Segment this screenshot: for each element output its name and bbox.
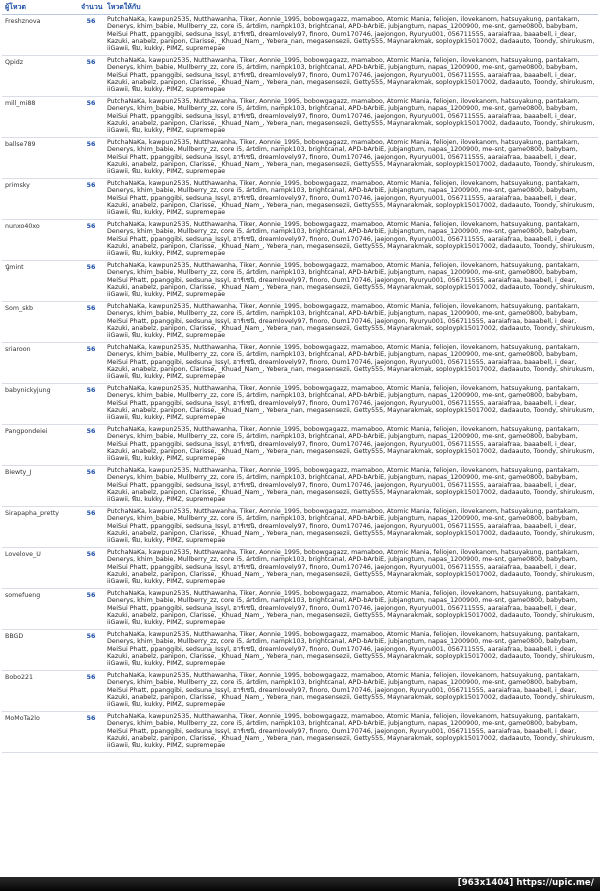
voter-name: mill_mi88	[2, 97, 78, 138]
voter-name: nunxo40xo	[2, 220, 78, 261]
voted-for-list: PutchaNaKa, kawpun2535, Nutthawanha, Tiker, Aonnie_1995, bobowgagazz, mamaboo, Atomic Mania, feliojen, ilovekanom, hatsuyakung, pantakarn, Denerys, khim_babie, Mullberry_zz, core i5, ártdim, nampk103, brightcanal, APD-bArbiE, jubjangtum, napas_1200900, me-snt, game0800, babybam, MeiSui Phatt, ppanggibi, sedsuna_Issyl, อาร์เชนิ, dreamlovely97, finoro, Oum170746, jaejongon, Ryuryu001, 056711555, aaraiafraa, baaabell, i_dear, Kazuki, anabelz, panipon, Clarisse, _Khuad_Nam_, Yebera_nan, megasensezii, Getty555, Maynarakmak, soploypk15017002, dadaauto, Toondy, shirukusm, iiGawii, พีม, kukky, PIMZ, supremepae	[104, 507, 598, 548]
voted-for-list: PutchaNaKa, kawpun2535, Nutthawanha, Tiker, Aonnie_1995, bobowgagazz, mamaboo, Atomic Mania, feliojen, ilovekanom, hatsuyakung, pantakarn, Denerys, khim_babie, Mullberry_zz, core i5, ártdim, nampk103, brightcanal, APD-bArbiE, jubjangtum, napas_1200900, me-snt, game0800, babybam, MeiSui Phatt, ppanggibi, sedsuna_Issyl, อาร์เชนิ, dreamlovely97, finoro, Oum170746, jaejongon, Ryuryu001, 056711555, aaraiafraa, baaabell, i_dear, Kazuki, anabelz, panipon, Clarisse, _Khuad_Nam_, Yebera_nan, megasensezii, Getty555, Maynarakmak, soploypk15017002, dadaauto, Toondy, shirukusm, iiGawii, พีม, kukky, PIMZ, supremepae	[104, 343, 598, 384]
voter-name: primsky	[2, 179, 78, 220]
header-voted-for: โหวตให้กับ	[104, 0, 598, 15]
voter-name: Sirapapha_pretty	[2, 507, 78, 548]
vote-count: 56	[78, 507, 104, 548]
table-row	[2, 589, 598, 630]
table-row	[2, 507, 598, 548]
vote-count: 56	[78, 589, 104, 630]
image-host-footer	[0, 877, 600, 891]
table-row	[2, 671, 598, 712]
vote-count: 56	[78, 425, 104, 466]
table-header-row	[2, 0, 598, 15]
table-row	[2, 343, 598, 384]
vote-count: 56	[78, 179, 104, 220]
table-row	[2, 179, 598, 220]
table-row	[2, 261, 598, 302]
table-row	[2, 15, 598, 56]
table-row	[2, 384, 598, 425]
watermark-text: [963x1404] https://upic.me/	[457, 878, 594, 888]
table-row	[2, 548, 598, 589]
voter-name: Som_skb	[2, 302, 78, 343]
vote-count: 56	[78, 630, 104, 671]
voter-name: sriaroon	[2, 343, 78, 384]
table-row	[2, 302, 598, 343]
voter-name: นู๋mint	[2, 261, 78, 302]
table-row	[2, 138, 598, 179]
voted-for-list: PutchaNaKa, kawpun2535, Nutthawanha, Tiker, Aonnie_1995, bobowgagazz, mamaboo, Atomic Mania, feliojen, ilovekanom, hatsuyakung, pantakarn, Denerys, khim_babie, Mullberry_zz, core i5, ártdim, nampk103, brightcanal, APD-bArbiE, jubjangtum, napas_1200900, me-snt, game0800, babybam, MeiSui Phatt, ppanggibi, sedsuna_Issyl, อาร์เชนิ, dreamlovely97, finoro, Oum170746, jaejongon, Ryuryu001, 056711555, aaraiafraa, baaabell, i_dear, Kazuki, anabelz, panipon, Clarisse, _Khuad_Nam_, Yebera_nan, megasensezii, Getty555, Maynarakmak, soploypk15017002, dadaauto, Toondy, shirukusm, iiGawii, พีม, kukky, PIMZ, supremepae	[104, 589, 598, 630]
vote-count: 56	[78, 384, 104, 425]
table-row	[2, 97, 598, 138]
voter-name: Pangpondeiei	[2, 425, 78, 466]
voter-name: Freshznova	[2, 15, 78, 56]
voted-for-list: PutchaNaKa, kawpun2535, Nutthawanha, Tiker, Aonnie_1995, bobowgagazz, mamaboo, Atomic Mania, feliojen, ilovekanom, hatsuyakung, pantakarn, Denerys, khim_babie, Mullberry_zz, core i5, ártdim, nampk103, brightcanal, APD-bArbiE, jubjangtum, napas_1200900, me-snt, game0800, babybam, MeiSui Phatt, ppanggibi, sedsuna_Issyl, อาร์เชนิ, dreamlovely97, finoro, Oum170746, jaejongon, Ryuryu001, 056711555, aaraiafraa, baaabell, i_dear, Kazuki, anabelz, panipon, Clarisse, _Khuad_Nam_, Yebera_nan, megasensezii, Getty555, Maynarakmak, soploypk15017002, dadaauto, Toondy, shirukusm, iiGawii, พีม, kukky, PIMZ, supremepae	[104, 15, 598, 56]
vote-count: 56	[78, 466, 104, 507]
table-row	[2, 56, 598, 97]
table-row	[2, 466, 598, 507]
vote-count: 56	[78, 343, 104, 384]
vote-count: 56	[78, 220, 104, 261]
voted-for-list: PutchaNaKa, kawpun2535, Nutthawanha, Tiker, Aonnie_1995, bobowgagazz, mamaboo, Atomic Mania, feliojen, ilovekanom, hatsuyakung, pantakarn, Denerys, khim_babie, Mullberry_zz, core i5, ártdim, nampk103, brightcanal, APD-bArbiE, jubjangtum, napas_1200900, me-snt, game0800, babybam, MeiSui Phatt, ppanggibi, sedsuna_Issyl, อาร์เชนิ, dreamlovely97, finoro, Oum170746, jaejongon, Ryuryu001, 056711555, aaraiafraa, baaabell, i_dear, Kazuki, anabelz, panipon, Clarisse, _Khuad_Nam_, Yebera_nan, megasensezii, Getty555, Maynarakmak, soploypk15017002, dadaauto, Toondy, shirukusm, iiGawii, พีม, kukky, PIMZ, supremepae	[104, 179, 598, 220]
voted-for-list: PutchaNaKa, kawpun2535, Nutthawanha, Tiker, Aonnie_1995, bobowgagazz, mamaboo, Atomic Mania, feliojen, ilovekanom, hatsuyakung, pantakarn, Denerys, khim_babie, Mullberry_zz, core i5, ártdim, nampk103, brightcanal, APD-bArbiE, jubjangtum, napas_1200900, me-snt, game0800, babybam, MeiSui Phatt, ppanggibi, sedsuna_Issyl, อาร์เชนิ, dreamlovely97, finoro, Oum170746, jaejongon, Ryuryu001, 056711555, aaraiafraa, baaabell, i_dear, Kazuki, anabelz, panipon, Clarisse, _Khuad_Nam_, Yebera_nan, megasensezii, Getty555, Maynarakmak, soploypk15017002, dadaauto, Toondy, shirukusm, iiGawii, พีม, kukky, PIMZ, supremepae	[104, 466, 598, 507]
voted-for-list: PutchaNaKa, kawpun2535, Nutthawanha, Tiker, Aonnie_1995, bobowgagazz, mamaboo, Atomic Mania, feliojen, ilovekanom, hatsuyakung, pantakarn, Denerys, khim_babie, Mullberry_zz, core i5, ártdim, nampk103, brightcanal, APD-bArbiE, jubjangtum, napas_1200900, me-snt, game0800, babybam, MeiSui Phatt, ppanggibi, sedsuna_Issyl, อาร์เชนิ, dreamlovely97, finoro, Oum170746, jaejongon, Ryuryu001, 056711555, aaraiafraa, baaabell, i_dear, Kazuki, anabelz, panipon, Clarisse, _Khuad_Nam_, Yebera_nan, megasensezii, Getty555, Maynarakmak, soploypk15017002, dadaauto, Toondy, shirukusm, iiGawii, พีม, kukky, PIMZ, supremepae	[104, 425, 598, 466]
vote-count: 56	[78, 261, 104, 302]
voted-for-list: PutchaNaKa, kawpun2535, Nutthawanha, Tiker, Aonnie_1995, bobowgagazz, mamaboo, Atomic Mania, feliojen, ilovekanom, hatsuyakung, pantakarn, Denerys, khim_babie, Mullberry_zz, core i5, ártdim, nampk103, brightcanal, APD-bArbiE, jubjangtum, napas_1200900, me-snt, game0800, babybam, MeiSui Phatt, ppanggibi, sedsuna_Issyl, อาร์เชนิ, dreamlovely97, finoro, Oum170746, jaejongon, Ryuryu001, 056711555, aaraiafraa, baaabell, i_dear, Kazuki, anabelz, panipon, Clarisse, _Khuad_Nam_, Yebera_nan, megasensezii, Getty555, Maynarakmak, soploypk15017002, dadaauto, Toondy, shirukusm, iiGawii, พีม, kukky, PIMZ, supremepae	[104, 138, 598, 179]
voter-name: Qpidz	[2, 56, 78, 97]
voter-name: Lovelove_U	[2, 548, 78, 589]
vote-results-table	[2, 0, 598, 753]
vote-count: 56	[78, 548, 104, 589]
voted-for-list: PutchaNaKa, kawpun2535, Nutthawanha, Tiker, Aonnie_1995, bobowgagazz, mamaboo, Atomic Mania, feliojen, ilovekanom, hatsuyakung, pantakarn, Denerys, khim_babie, Mullberry_zz, core i5, ártdim, nampk103, brightcanal, APD-bArbiE, jubjangtum, napas_1200900, me-snt, game0800, babybam, MeiSui Phatt, ppanggibi, sedsuna_Issyl, อาร์เชนิ, dreamlovely97, finoro, Oum170746, jaejongon, Ryuryu001, 056711555, aaraiafraa, baaabell, i_dear, Kazuki, anabelz, panipon, Clarisse, _Khuad_Nam_, Yebera_nan, megasensezii, Getty555, Maynarakmak, soploypk15017002, dadaauto, Toondy, shirukusm, iiGawii, พีม, kukky, PIMZ, supremepae	[104, 56, 598, 97]
header-count: จำนวน	[78, 0, 104, 15]
voter-name: Biewty_J	[2, 466, 78, 507]
table-row	[2, 712, 598, 753]
voted-for-list: PutchaNaKa, kawpun2535, Nutthawanha, Tiker, Aonnie_1995, bobowgagazz, mamaboo, Atomic Mania, feliojen, ilovekanom, hatsuyakung, pantakarn, Denerys, khim_babie, Mullberry_zz, core i5, ártdim, nampk103, brightcanal, APD-bArbiE, jubjangtum, napas_1200900, me-snt, game0800, babybam, MeiSui Phatt, ppanggibi, sedsuna_Issyl, อาร์เชนิ, dreamlovely97, finoro, Oum170746, jaejongon, Ryuryu001, 056711555, aaraiafraa, baaabell, i_dear, Kazuki, anabelz, panipon, Clarisse, _Khuad_Nam_, Yebera_nan, megasensezii, Getty555, Maynarakmak, soploypk15017002, dadaauto, Toondy, shirukusm, iiGawii, พีม, kukky, PIMZ, supremepae	[104, 671, 598, 712]
table-row	[2, 220, 598, 261]
table-row	[2, 630, 598, 671]
voted-for-list: PutchaNaKa, kawpun2535, Nutthawanha, Tiker, Aonnie_1995, bobowgagazz, mamaboo, Atomic Mania, feliojen, ilovekanom, hatsuyakung, pantakarn, Denerys, khim_babie, Mullberry_zz, core i5, ártdim, nampk103, brightcanal, APD-bArbiE, jubjangtum, napas_1200900, me-snt, game0800, babybam, MeiSui Phatt, ppanggibi, sedsuna_Issyl, อาร์เชนิ, dreamlovely97, finoro, Oum170746, jaejongon, Ryuryu001, 056711555, aaraiafraa, baaabell, i_dear, Kazuki, anabelz, panipon, Clarisse, _Khuad_Nam_, Yebera_nan, megasensezii, Getty555, Maynarakmak, soploypk15017002, dadaauto, Toondy, shirukusm, iiGawii, พีม, kukky, PIMZ, supremepae	[104, 384, 598, 425]
vote-count: 56	[78, 671, 104, 712]
voter-name: Bobo221	[2, 671, 78, 712]
voted-for-list: PutchaNaKa, kawpun2535, Nutthawanha, Tiker, Aonnie_1995, bobowgagazz, mamaboo, Atomic Mania, feliojen, ilovekanom, hatsuyakung, pantakarn, Denerys, khim_babie, Mullberry_zz, core i5, ártdim, nampk103, brightcanal, APD-bArbiE, jubjangtum, napas_1200900, me-snt, game0800, babybam, MeiSui Phatt, ppanggibi, sedsuna_Issyl, อาร์เชนิ, dreamlovely97, finoro, Oum170746, jaejongon, Ryuryu001, 056711555, aaraiafraa, baaabell, i_dear, Kazuki, anabelz, panipon, Clarisse, _Khuad_Nam_, Yebera_nan, megasensezii, Getty555, Maynarakmak, soploypk15017002, dadaauto, Toondy, shirukusm, iiGawii, พีม, kukky, PIMZ, supremepae	[104, 302, 598, 343]
vote-count: 56	[78, 56, 104, 97]
voted-for-list: PutchaNaKa, kawpun2535, Nutthawanha, Tiker, Aonnie_1995, bobowgagazz, mamaboo, Atomic Mania, feliojen, ilovekanom, hatsuyakung, pantakarn, Denerys, khim_babie, Mullberry_zz, core i5, ártdim, nampk103, brightcanal, APD-bArbiE, jubjangtum, napas_1200900, me-snt, game0800, babybam, MeiSui Phatt, ppanggibi, sedsuna_Issyl, อาร์เชนิ, dreamlovely97, finoro, Oum170746, jaejongon, Ryuryu001, 056711555, aaraiafraa, baaabell, i_dear, Kazuki, anabelz, panipon, Clarisse, _Khuad_Nam_, Yebera_nan, megasensezii, Getty555, Maynarakmak, soploypk15017002, dadaauto, Toondy, shirukusm, iiGawii, พีม, kukky, PIMZ, supremepae	[104, 548, 598, 589]
voter-name: babynickyjung	[2, 384, 78, 425]
table-row	[2, 425, 598, 466]
vote-count: 56	[78, 15, 104, 56]
voted-for-list: PutchaNaKa, kawpun2535, Nutthawanha, Tiker, Aonnie_1995, bobowgagazz, mamaboo, Atomic Mania, feliojen, ilovekanom, hatsuyakung, pantakarn, Denerys, khim_babie, Mullberry_zz, core i5, ártdim, nampk103, brightcanal, APD-bArbiE, jubjangtum, napas_1200900, me-snt, game0800, babybam, MeiSui Phatt, ppanggibi, sedsuna_Issyl, อาร์เชนิ, dreamlovely97, finoro, Oum170746, jaejongon, Ryuryu001, 056711555, aaraiafraa, baaabell, i_dear, Kazuki, anabelz, panipon, Clarisse, _Khuad_Nam_, Yebera_nan, megasensezii, Getty555, Maynarakmak, soploypk15017002, dadaauto, Toondy, shirukusm, iiGawii, พีม, kukky, PIMZ, supremepae	[104, 220, 598, 261]
vote-count: 56	[78, 712, 104, 753]
voted-for-list: PutchaNaKa, kawpun2535, Nutthawanha, Tiker, Aonnie_1995, bobowgagazz, mamaboo, Atomic Mania, feliojen, ilovekanom, hatsuyakung, pantakarn, Denerys, khim_babie, Mullberry_zz, core i5, ártdim, nampk103, brightcanal, APD-bArbiE, jubjangtum, napas_1200900, me-snt, game0800, babybam, MeiSui Phatt, ppanggibi, sedsuna_Issyl, อาร์เชนิ, dreamlovely97, finoro, Oum170746, jaejongon, Ryuryu001, 056711555, aaraiafraa, baaabell, i_dear, Kazuki, anabelz, panipon, Clarisse, _Khuad_Nam_, Yebera_nan, megasensezii, Getty555, Maynarakmak, soploypk15017002, dadaauto, Toondy, shirukusm, iiGawii, พีม, kukky, PIMZ, supremepae	[104, 712, 598, 753]
vote-count: 56	[78, 138, 104, 179]
vote-count: 56	[78, 97, 104, 138]
voter-name: somefueng	[2, 589, 78, 630]
voted-for-list: PutchaNaKa, kawpun2535, Nutthawanha, Tiker, Aonnie_1995, bobowgagazz, mamaboo, Atomic Mania, feliojen, ilovekanom, hatsuyakung, pantakarn, Denerys, khim_babie, Mullberry_zz, core i5, ártdim, nampk103, brightcanal, APD-bArbiE, jubjangtum, napas_1200900, me-snt, game0800, babybam, MeiSui Phatt, ppanggibi, sedsuna_Issyl, อาร์เชนิ, dreamlovely97, finoro, Oum170746, jaejongon, Ryuryu001, 056711555, aaraiafraa, baaabell, i_dear, Kazuki, anabelz, panipon, Clarisse, _Khuad_Nam_, Yebera_nan, megasensezii, Getty555, Maynarakmak, soploypk15017002, dadaauto, Toondy, shirukusm, iiGawii, พีม, kukky, PIMZ, supremepae	[104, 97, 598, 138]
voted-for-list: PutchaNaKa, kawpun2535, Nutthawanha, Tiker, Aonnie_1995, bobowgagazz, mamaboo, Atomic Mania, feliojen, ilovekanom, hatsuyakung, pantakarn, Denerys, khim_babie, Mullberry_zz, core i5, ártdim, nampk103, brightcanal, APD-bArbiE, jubjangtum, napas_1200900, me-snt, game0800, babybam, MeiSui Phatt, ppanggibi, sedsuna_Issyl, อาร์เชนิ, dreamlovely97, finoro, Oum170746, jaejongon, Ryuryu001, 056711555, aaraiafraa, baaabell, i_dear, Kazuki, anabelz, panipon, Clarisse, _Khuad_Nam_, Yebera_nan, megasensezii, Getty555, Maynarakmak, soploypk15017002, dadaauto, Toondy, shirukusm, iiGawii, พีม, kukky, PIMZ, supremepae	[104, 630, 598, 671]
voted-for-list: PutchaNaKa, kawpun2535, Nutthawanha, Tiker, Aonnie_1995, bobowgagazz, mamaboo, Atomic Mania, feliojen, ilovekanom, hatsuyakung, pantakarn, Denerys, khim_babie, Mullberry_zz, core i5, ártdim, nampk103, brightcanal, APD-bArbiE, jubjangtum, napas_1200900, me-snt, game0800, babybam, MeiSui Phatt, ppanggibi, sedsuna_Issyl, อาร์เชนิ, dreamlovely97, finoro, Oum170746, jaejongon, Ryuryu001, 056711555, aaraiafraa, baaabell, i_dear, Kazuki, anabelz, panipon, Clarisse, _Khuad_Nam_, Yebera_nan, megasensezii, Getty555, Maynarakmak, soploypk15017002, dadaauto, Toondy, shirukusm, iiGawii, พีม, kukky, PIMZ, supremepae	[104, 261, 598, 302]
vote-count: 56	[78, 302, 104, 343]
voter-name: BBGD	[2, 630, 78, 671]
voter-name: ballse789	[2, 138, 78, 179]
voter-name: MoMoTa2lo	[2, 712, 78, 753]
header-voter: ผู้โหวต	[2, 0, 78, 15]
